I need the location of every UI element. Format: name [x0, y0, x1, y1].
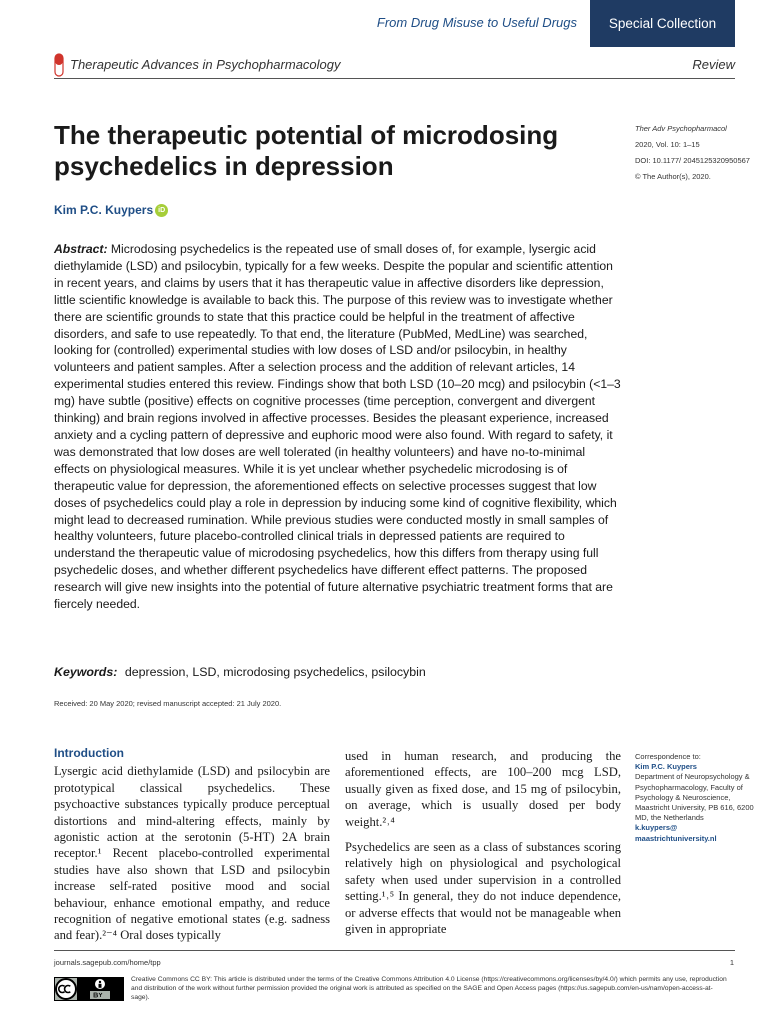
- abstract-label: Abstract:: [54, 242, 108, 256]
- page-number: 1: [729, 958, 734, 967]
- footer-divider: [54, 950, 735, 951]
- collection-link[interactable]: From Drug Misuse to Useful Drugs: [376, 15, 577, 30]
- body-column-left: [54, 745, 330, 953]
- journal-name: Therapeutic Advances in Psychopharmacology: [70, 57, 341, 72]
- abstract-text: Microdosing psychedelics is the repeated use of small doses of, for example, lysergic acid diethylamide (LSD) and psilocybin, typically for a few weeks. Despite the popular and scientific attention in recent years, and claims by users that it has therapeutic value in affective disorders like depression, little scientific knowledge is available to back this. The purpose of this review was to investigate whether there are scientific grounds to state that this practice could be helpful in the treatment of affective disorders, and safe to use repeatedly. To that end, the literature (PubMed, MedLine) was searched, looking for (controlled) experimental studies with low doses of LSD and/or psilocybin, in healthy volunteers and patient samples. After a selection process and the addition of relevant articles, 14 experimental studies entered this review. Findings show that both LSD (10–20 mcg) and psilocybin (<1–3 mg) have subtle (positive) effects on cognitive processes (time perception, convergent and divergent thinking) and brain regions involved in affective processes. Besides the pleasant experience, increased anxiety and a cycling pattern of depressive and euphoric mood were also found. With regard to safety, it was demonstrated that low doses are well tolerated (in healthy volunteers) and have no-to-minimal effects on physiological measures. While it is yet unclear whether psychedelic microdosing is of therapeutic value for depression, the aforementioned effects on selective processes suggest that low doses of psychedelics could play a role in depression by inducing some kind of cognitive flexibility, which might lead to decreased rumination. While previous studies were conducted mostly in small samples of healthy volunteers, future placebo-controlled clinical trials in depressed patients are required to understand the therapeutic value of microdosing psychedelics, how this differs from therapy using full psychedelic doses, and whether different psychedelics have different effect patterns. The proposed research will give new insights into the potential of future alternative psychiatric treatment forms that are fiercely needed.: [54, 242, 621, 612]
- license-text: Creative Commons CC BY: This article is distributed under the terms of the Creative Commons Attribution 4.0 License (https://creativecommons.org/licenses/by/4.0/) which permits any use, reproduction and distribution of the work without further permission provided the original work is attributed as specified on the SAGE and Open Access pages (https://us.sagepub.com/en-us/nam/open-access-at-sage).: [131, 976, 727, 1001]
- body-column-right: [345, 748, 621, 946]
- journal-logo-icon: [54, 53, 64, 77]
- keywords-text: depression, LSD, microdosing psychedelics, psilocybin: [124, 665, 426, 679]
- body-paragraph: Psychedelics are seen as a class of substances scoring relatively high on physiological and psychological safety when used under supervision in a controlled setting.¹˒⁵ In general, they do not induce dependence, or adverse effects that would not be manageable when given in appropriate: [345, 840, 621, 937]
- author-line: [54, 203, 168, 217]
- correspondence-email[interactable]: k.kuypers@ maastrichtuniversity.nl: [635, 823, 717, 843]
- orcid-icon[interactable]: iD: [155, 204, 168, 217]
- copyright: © The Author(s), 2020.: [635, 172, 711, 181]
- cc-by-license-icon: [54, 977, 124, 1001]
- article-type: Review: [692, 57, 735, 72]
- footer-url[interactable]: journals.sagepub.com/home/tpp: [54, 958, 161, 967]
- special-collection-tab[interactable]: Special Collection: [590, 0, 735, 47]
- correspondence-name: Kim P.C. Kuypers: [635, 762, 697, 772]
- received-dates: Received: 20 May 2020; revised manuscript accepted: 21 July 2020.: [54, 699, 282, 708]
- correspondence-address: Department of Neuropsychology & Psychopharmacology, Faculty of Psychology & Neuroscience, Maastricht University, PB 616, 6200 MD, the Netherlands: [635, 772, 754, 823]
- article-meta: [635, 123, 755, 187]
- correspondence-label: Correspondence to:: [635, 752, 701, 761]
- introduction-heading: Introduction: [54, 746, 124, 760]
- body-paragraph: Lysergic acid diethylamide (LSD) and psilocybin are prototypical classical psychedelics. These psychoactive substances typically produce perceptual distortions and mind-altering effects, mainly by agonistic action at the serotonin (5-HT) 2A brain receptor.¹ Recent placebo-controlled experimental studies have also shown that LSD and psilocybin increase self-rated positive mood and social behaviour, enhance emotional empathy, and reduce recognition of negative emotional states (e.g. sadness and fear).²⁻⁴ Oral doses typically: [54, 764, 330, 943]
- journal-abbrev: Ther Adv Psychopharmacol: [635, 124, 727, 133]
- keywords-label: Keywords:: [54, 665, 118, 679]
- keywords: [54, 665, 624, 679]
- doi[interactable]: DOI: 10.1177/ 2045125320950567: [635, 156, 750, 165]
- journal-header: [54, 53, 735, 79]
- author-name[interactable]: Kim P.C. Kuypers: [54, 203, 154, 217]
- volume-info: 2020, Vol. 10: 1–15: [635, 140, 700, 149]
- article-title: The therapeutic potential of microdosing psychedelics in depression: [54, 120, 559, 181]
- correspondence: [635, 752, 755, 844]
- body-paragraph: used in human research, and producing the aforementioned effects, are 100–200 mcg LSD, usually given as fixed dose, and 15 mg of psilocybin, on average, which is usually dosed per body weight.²˒⁴: [345, 749, 621, 829]
- abstract: [54, 241, 624, 613]
